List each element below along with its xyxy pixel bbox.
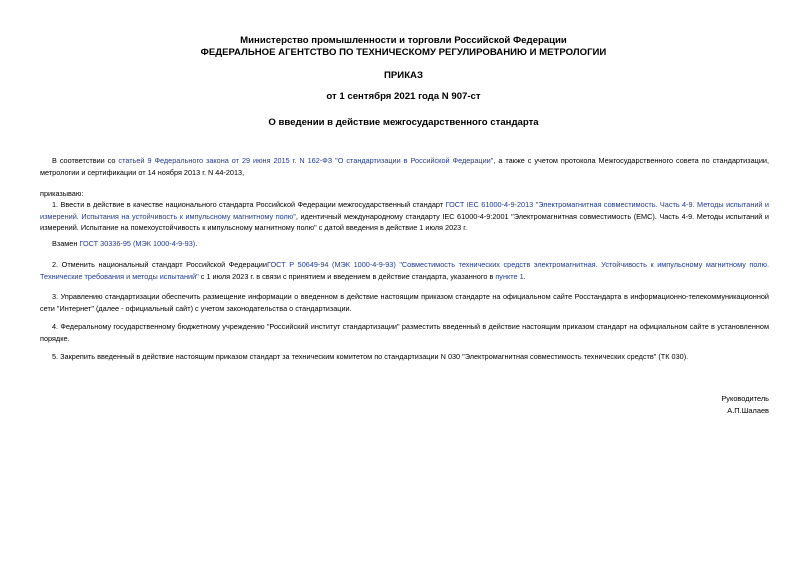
document-date-number: от 1 сентября 2021 года N 907-ст (326, 91, 481, 102)
replacement-paragraph: Взамен ГОСТ 30336-95 (МЭК 1000-4-9-93). (52, 239, 198, 248)
item-2-paragraph: 2. Отменить национальный стандарт Российской ФедерацииГОСТ Р 50649-94 (МЭК 1000-4-9-93) "Совместимость технических средств электромагнитная. Устойчивость к импульсному магнитному полю. Технические требования и методы испытаний" с 1 июля 2023 г. в связи с принятием и введением в действие стандарта, указанного в пункте 1. (40, 260, 769, 281)
gost-r-50649-link[interactable]: ГОСТ Р 50649-94 (МЭК 1000-4-9-93) "Совместимость технических средств электромагнитная. Устойчивость к импульсному магнитному полю. Технические требования и методы испытаний" (40, 260, 769, 281)
signature-name: А.П.Шалаев (727, 406, 769, 415)
document-type: ПРИКАЗ (384, 70, 423, 81)
ministry-heading: Министерство промышленности и торговли Российской Федерации (240, 35, 567, 46)
item-1-reference-link[interactable]: пункте 1 (495, 271, 524, 281)
signature-role: Руководитель (721, 394, 769, 403)
gost-iec-61000-4-9-link[interactable]: ГОСТ IEC 61000-4-9-2013 "Электромагнитная совместимость. Часть 4-9. Методы испытаний и измерений. Испытания на устойчивость к импульсному магнитному полю" (40, 200, 769, 221)
item-3-paragraph: 3. Управлению стандартизации обеспечить размещение информации о введенном в действие настоящим приказом стандарте на официальном сайте Росстандарта в информационно-телекоммуникационной сети "Интернет" (далее - официальный сайт) с учетом законодательства о стандартизации. (40, 292, 769, 313)
document-title: О введении в действие межгосударственного стандарта (268, 117, 539, 128)
preamble-paragraph: В соответствии со статьей 9 Федерального закона от 29 июня 2015 г. N 162-ФЗ "О стандартизации в Российской Федерации", а также с учетом протокола Межгосударственного совета по стандартизации, метрологии и сертификации от 14 ноября 2013 г. N 44-2013, (40, 156, 770, 177)
gost-30336-link[interactable]: ГОСТ 30336-95 (МЭК 1000-4-9-93) (79, 239, 196, 248)
law-link[interactable]: статьей 9 Федерального закона от 29 июня 2015 г. N 162-ФЗ "О стандартизации в Российской Федерации" (118, 156, 494, 165)
item-5-paragraph: 5. Закрепить введенный в действие настоящим приказом стандарт за техническим комитетом по стандартизации N 030 "Электромагнитная совместимость технических средств" (ТК 030). (52, 352, 689, 361)
order-word: приказываю: (40, 189, 84, 198)
item-1-paragraph: 1. Ввести в действие в качестве национального стандарта Российской Федерации межгосударственный стандарт ГОСТ IEC 61000-4-9-2013 "Электромагнитная совместимость. Часть 4-9. Методы испытаний и измерений. Испытания на устойчивость к импульсному магнитному полю", идентичный международному стандарту IEC 61000-4-9:2001 "Электромагнитная совместимость (ЕМС). Часть 4-9. Методы испытаний и измерений. Испытание на помехоустойчивость к импульсному магнитному полю" с датой введения в действие 1 июля 2023 г. (40, 200, 770, 233)
item-4-paragraph: 4. Федеральному государственному бюджетному учреждению "Российский институт стандартизации" разместить введенный в действие настоящим приказом стандарт на официальном сайте в установленном порядке. (40, 322, 769, 343)
agency-heading: ФЕДЕРАЛЬНОЕ АГЕНТСТВО ПО ТЕХНИЧЕСКОМУ РЕГУЛИРОВАНИЮ И МЕТРОЛОГИИ (200, 47, 607, 58)
